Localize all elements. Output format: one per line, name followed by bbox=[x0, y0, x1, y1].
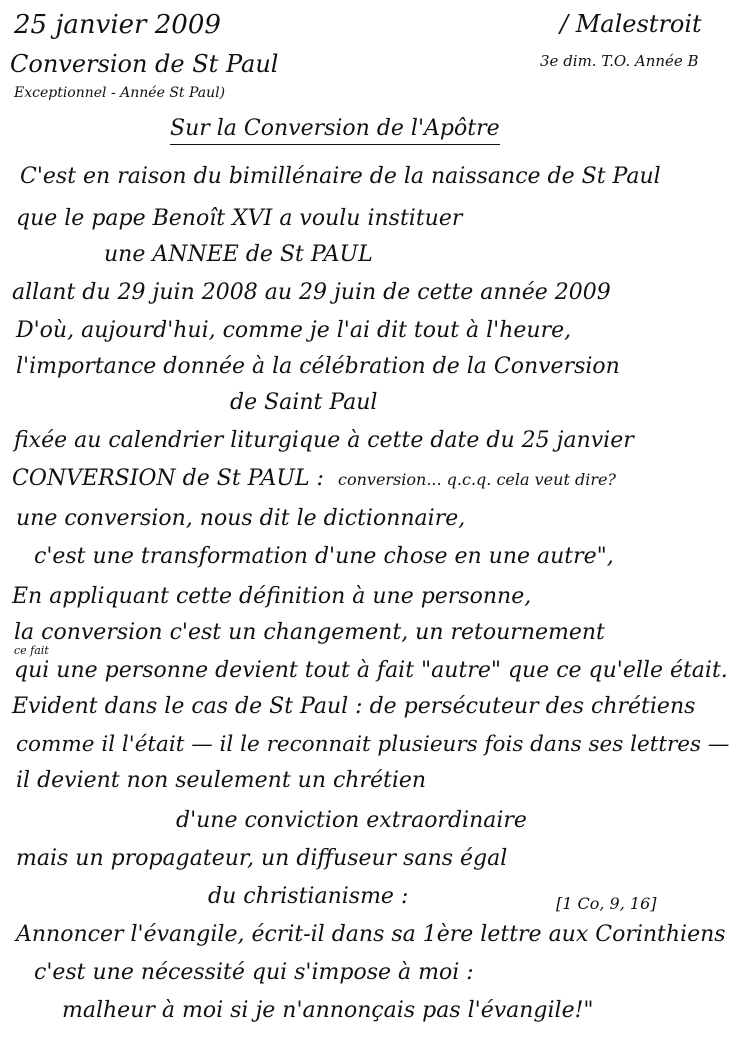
text-line-6: l'importance donnée à la célébration de la Conversion bbox=[16, 354, 620, 379]
header-date: 25 janvier 2009 bbox=[14, 10, 221, 40]
text-line-17: il devient non seulement un chrétien bbox=[16, 768, 427, 793]
header-place: / Malestroit bbox=[560, 10, 702, 38]
text-line-15: Evident dans le cas de St Paul : de persécuteur des chrétiens bbox=[12, 694, 696, 719]
header-feast: Conversion de St Paul bbox=[10, 50, 279, 78]
header-sunday: 3e dim. T.O. Année B bbox=[540, 52, 699, 70]
text-line-8: fixée au calendrier liturgique à cette date du 25 janvier bbox=[14, 428, 634, 453]
text-line-1: C'est en raison du bimillénaire de la naissance de St Paul bbox=[20, 164, 661, 189]
text-line-10: une conversion, nous dit le dictionnaire, bbox=[16, 506, 466, 531]
text-line-4: allant du 29 juin 2008 au 29 juin de cette année 2009 bbox=[12, 280, 611, 305]
scripture-reference: [1 Co, 9, 16] bbox=[556, 894, 657, 913]
text-line-9: CONVERSION de St PAUL : bbox=[12, 466, 324, 491]
text-line-3: une ANNEE de St PAUL bbox=[104, 242, 373, 267]
text-line-2: que le pape Benoît XVI a voulu instituer bbox=[16, 206, 463, 231]
text-line-12: En appliquant cette définition à une personne, bbox=[12, 584, 532, 609]
margin-question: conversion... q.c.q. cela veut dire? bbox=[338, 470, 617, 489]
text-line-11: c'est une transformation d'une chose en une autre", bbox=[34, 544, 614, 569]
header-note: Exceptionnel - Année St Paul) bbox=[14, 85, 226, 101]
text-line-22: c'est une nécessité qui s'impose à moi : bbox=[34, 960, 474, 985]
insert-note: ce fait bbox=[14, 644, 49, 657]
text-line-18: d'une conviction extraordinaire bbox=[176, 808, 527, 833]
text-line-23: malheur à moi si je n'annonçais pas l'évangile!" bbox=[62, 998, 594, 1023]
text-line-19: mais un propagateur, un diffuseur sans égal bbox=[16, 846, 508, 871]
text-line-16: comme il l'était — il le reconnait plusieurs fois dans ses lettres — bbox=[16, 732, 730, 757]
text-line-20: du christianisme : bbox=[208, 884, 409, 909]
text-line-14: qui une personne devient tout à fait "autre" que ce qu'elle était. bbox=[14, 658, 728, 683]
title-underline bbox=[170, 144, 500, 145]
text-line-21: Annoncer l'évangile, écrit-il dans sa 1ère lettre aux Corinthiens bbox=[16, 922, 726, 947]
text-line-7: de Saint Paul bbox=[230, 390, 378, 415]
page-title: Sur la Conversion de l'Apôtre bbox=[170, 116, 500, 141]
text-line-5: D'où, aujourd'hui, comme je l'ai dit tout à l'heure, bbox=[16, 318, 572, 343]
text-line-13: la conversion c'est un changement, un retournement bbox=[14, 620, 605, 645]
